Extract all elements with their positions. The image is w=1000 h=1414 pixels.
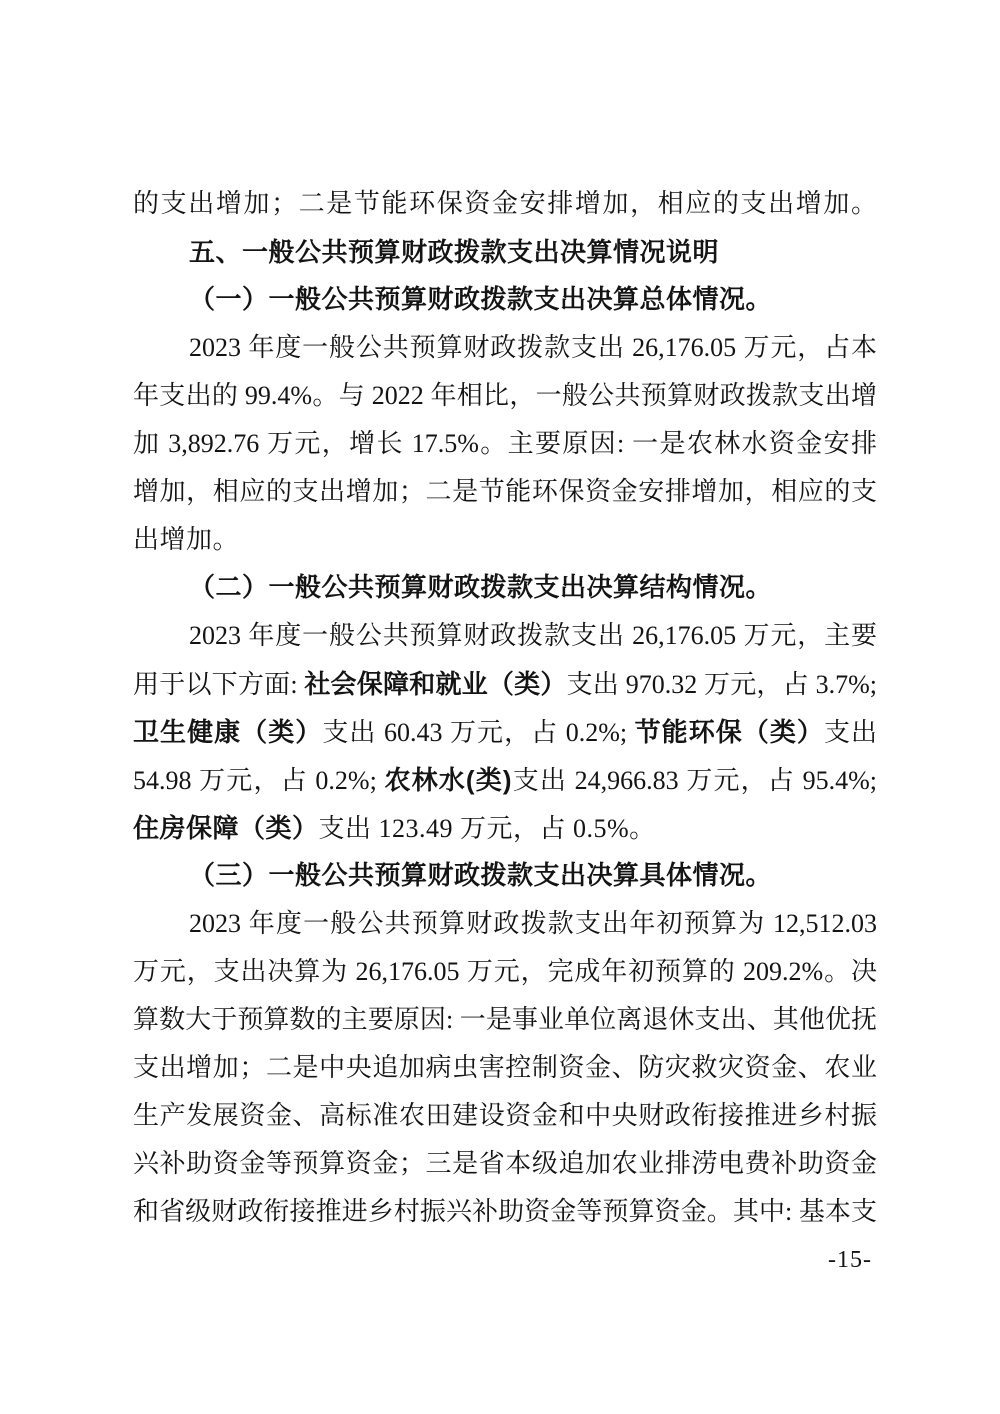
para-overall-line-2	[133, 372, 877, 420]
para-overall-line-1	[133, 324, 877, 372]
text-run: 万元，支出决算为 26,176.05 万元，完成年初预算的 209.2%。决	[133, 957, 877, 986]
text-run: 算数大于预算数的主要原因: 一是事业单位离退休支出、其他优抚	[133, 1005, 877, 1034]
text-run: 支出 970.32 万元，占 3.7%;	[566, 670, 877, 699]
para-detail-line-4	[133, 1044, 877, 1092]
para-detail-line-7	[133, 1188, 877, 1236]
para-detail-line-6	[133, 1140, 877, 1188]
text-run: 出增加。	[133, 525, 240, 554]
para-detail-line-5	[133, 1092, 877, 1140]
para-detail-line-1	[133, 900, 877, 948]
para-overall-line-5	[133, 516, 877, 564]
para-structure-line-2	[133, 660, 877, 708]
text-run: 2023 年度一般公共预算财政拨款支出 26,176.05 万元，占本	[189, 333, 877, 362]
text-run: 五、一般公共预算财政拨款支出决算情况说明	[189, 237, 720, 267]
text-run: 2023 年度一般公共预算财政拨款支出年初预算为 12,512.03	[189, 909, 877, 938]
text-run: 2023 年度一般公共预算财政拨款支出 26,176.05 万元，主要	[189, 621, 877, 650]
text-run: 生产发展资金、高标准农田建设资金和中央财政衔接推进乡村振	[133, 1101, 877, 1130]
para-structure-line-1	[133, 612, 877, 660]
text-run: 支出 123.49 万元，占 0.5%。	[318, 814, 656, 843]
text-run: 的支出增加；二是节能环保资金安排增加，相应的支出增加。	[133, 189, 877, 218]
heading-sub-2	[133, 564, 877, 612]
document-body	[133, 180, 877, 1236]
text-run: 支出	[823, 718, 877, 747]
text-run: （一）一般公共预算财政拨款支出决算总体情况。	[189, 285, 773, 314]
text-run: 和省级财政衔接推进乡村振兴补助资金等预算资金。其中: 基本支	[133, 1197, 877, 1226]
text-run: （二）一般公共预算财政拨款支出决算结构情况。	[189, 573, 773, 602]
para-overall-line-4	[133, 468, 877, 516]
heading-sub-3	[133, 852, 877, 900]
para-detail-line-3	[133, 996, 877, 1044]
bold-category-term: 卫生健康（类）	[133, 717, 323, 747]
para-overall-line-3	[133, 420, 877, 468]
para-prev-continuation	[133, 180, 877, 228]
text-run: 年支出的 99.4%。与 2022 年相比，一般公共预算财政拨款支出增	[133, 381, 877, 410]
bold-category-term: 节能环保（类）	[634, 717, 824, 747]
text-run: 加 3,892.76 万元，增长 17.5%。主要原因: 一是农林水资金安排	[133, 429, 877, 458]
para-structure-line-5	[133, 804, 877, 852]
para-structure-line-3	[133, 708, 877, 756]
text-run: 用于以下方面:	[133, 670, 305, 699]
heading-sub-1	[133, 276, 877, 324]
text-run: 支出 60.43 万元，占 0.2%;	[322, 718, 635, 747]
bold-category-term: 住房保障（类）	[133, 813, 319, 843]
text-run: 支出 24,966.83 万元，占 95.4%;	[511, 766, 877, 795]
text-run: 支出增加；二是中央追加病虫害控制资金、防灾救灾资金、农业	[133, 1053, 877, 1082]
page-number: -15-	[828, 1247, 872, 1273]
para-detail-line-2	[133, 948, 877, 996]
para-structure-line-4	[133, 756, 877, 804]
text-run: （三）一般公共预算财政拨款支出决算具体情况。	[189, 861, 773, 890]
text-run: 增加，相应的支出增加；二是节能环保资金安排增加，相应的支	[133, 477, 877, 506]
bold-category-term: 社会保障和就业（类）	[304, 669, 567, 699]
heading-section-5	[133, 228, 877, 276]
bold-category-term: 农林水(类)	[384, 765, 512, 795]
text-run: 54.98 万元，占 0.2%;	[133, 766, 385, 795]
text-run: 兴补助资金等预算资金；三是省本级追加农业排涝电费补助资金	[133, 1149, 877, 1178]
